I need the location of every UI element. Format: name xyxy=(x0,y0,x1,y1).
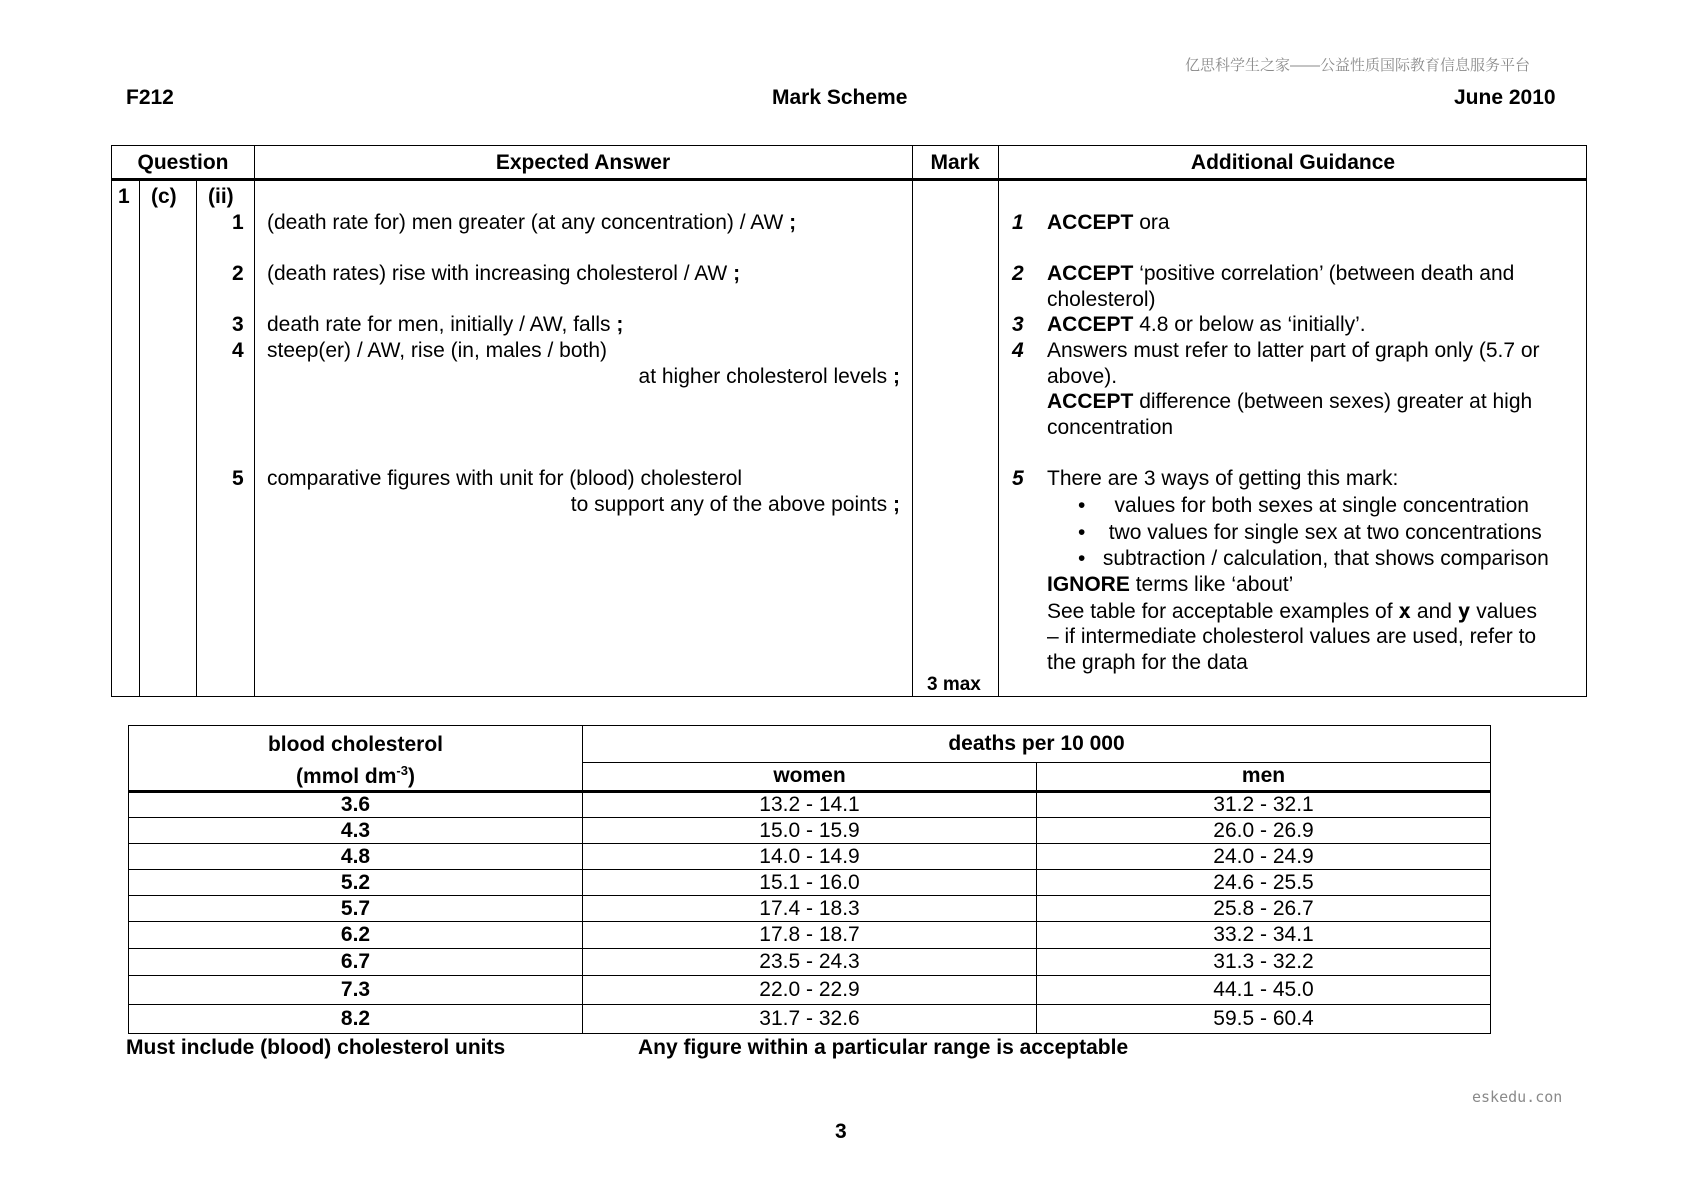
guidance-see-table-3: the graph for the data xyxy=(1047,651,1248,674)
header-men: men xyxy=(1037,762,1491,791)
table-row: 3.6 13.2 - 14.1 31.2 - 32.1 xyxy=(129,792,1491,818)
question-number: 1 xyxy=(118,185,130,208)
answer-4-continued: at higher cholesterol levels ; xyxy=(638,365,900,388)
point-number-3: 3 xyxy=(232,313,244,336)
question-part: (c) xyxy=(151,185,177,208)
paper-code: F212 xyxy=(126,86,174,109)
answer-4: steep(er) / AW, rise (in, males / both) xyxy=(267,339,607,362)
guidance-bullet-3: • subtraction / calculation, that shows comparison xyxy=(1078,547,1549,570)
table-row: 6.7 23.5 - 24.3 31.3 - 32.2 xyxy=(129,949,1491,976)
guidance-number-5: 5 xyxy=(1012,467,1024,490)
table-row: 8.2 31.7 - 32.6 59.5 - 60.4 xyxy=(129,1005,1491,1034)
table-row: 7.3 22.0 - 22.9 44.1 - 45.0 xyxy=(129,976,1491,1005)
header-expected-answer: Expected Answer xyxy=(495,151,671,174)
table-row: 6.2 17.8 - 18.7 33.2 - 34.1 xyxy=(129,922,1491,949)
exam-date: June 2010 xyxy=(1454,86,1556,109)
watermark-bottom: eskedu.con xyxy=(1472,1088,1563,1106)
guidance-ignore: IGNORE terms like ‘about’ xyxy=(1047,573,1294,596)
point-number-4: 4 xyxy=(232,339,244,362)
header-women: women xyxy=(583,762,1037,791)
guidance-bullet-2: • two values for single sex at two concentrations xyxy=(1078,521,1542,544)
table-row: 5.2 15.1 - 16.0 24.6 - 25.5 xyxy=(129,870,1491,896)
watermark-top: 亿思科学生之家——公益性质国际教育信息服务平台 xyxy=(1185,57,1531,74)
header-question: Question xyxy=(137,151,229,174)
page-number: 3 xyxy=(835,1120,847,1143)
header-blood-cholesterol: blood cholesterol (mmol $dm^{-3}$) xyxy=(129,726,583,792)
guidance-1: ACCEPT ora xyxy=(1047,211,1170,234)
guidance-number-3: 3 xyxy=(1012,313,1024,336)
mark-value: 3 max xyxy=(927,674,981,695)
guidance-4: Answers must refer to latter part of graph only (5.7 or xyxy=(1047,339,1540,362)
document-title: Mark Scheme xyxy=(772,86,908,109)
header-additional-guidance: Additional Guidance xyxy=(1190,151,1396,174)
answer-1: (death rate for) men greater (at any concentration) / AW ; xyxy=(267,211,797,234)
answer-5: comparative figures with unit for (blood) cholesterol xyxy=(267,467,743,490)
header-mark: Mark xyxy=(930,151,980,174)
guidance-4-accept: ACCEPT difference (between sexes) greater at high xyxy=(1047,390,1533,413)
answer-3: death rate for men, initially / AW, falls ; xyxy=(267,313,624,336)
guidance-2-continued: cholesterol) xyxy=(1047,288,1156,311)
answer-5-continued: to support any of the above points ; xyxy=(570,493,900,516)
guidance-4-accept-continued: concentration xyxy=(1047,416,1174,439)
footnote-range: Any figure within a particular range is acceptable xyxy=(638,1036,1129,1059)
guidance-3: ACCEPT 4.8 or below as ‘initially’. xyxy=(1047,313,1366,336)
guidance-see-table-2: – if intermediate cholesterol values are used, refer to xyxy=(1047,625,1537,648)
guidance-number-2: 2 xyxy=(1012,262,1024,285)
table-row: 4.8 14.0 - 14.9 24.0 - 24.9 xyxy=(129,844,1491,870)
table-row: 5.7 17.4 - 18.3 25.8 - 26.7 xyxy=(129,896,1491,922)
cholesterol-data-table xyxy=(128,725,1491,1034)
question-subpart: (ii) xyxy=(208,185,234,208)
guidance-2: ACCEPT ‘positive correlation’ (between death and xyxy=(1047,262,1515,285)
header-deaths: deaths per 10 000 xyxy=(583,726,1491,763)
point-number-5: 5 xyxy=(232,467,244,490)
guidance-4-continued: above). xyxy=(1047,365,1118,388)
footnote-units: Must include (blood) cholesterol units xyxy=(126,1036,506,1059)
guidance-number-1: 1 xyxy=(1012,211,1024,234)
guidance-number-4: 4 xyxy=(1012,339,1024,362)
answer-2: (death rates) rise with increasing cholesterol / AW ; xyxy=(267,262,741,285)
guidance-bullet-1: • values for both sexes at single concentration xyxy=(1078,494,1529,517)
point-number-1: 1 xyxy=(232,211,244,234)
table-row: 4.3 15.0 - 15.9 26.0 - 26.9 xyxy=(129,818,1491,844)
guidance-see-table: See table for acceptable examples of x and y values xyxy=(1047,599,1537,623)
mark-scheme-table xyxy=(111,145,1587,697)
point-number-2: 2 xyxy=(232,262,244,285)
guidance-5: There are 3 ways of getting this mark: xyxy=(1047,467,1399,490)
